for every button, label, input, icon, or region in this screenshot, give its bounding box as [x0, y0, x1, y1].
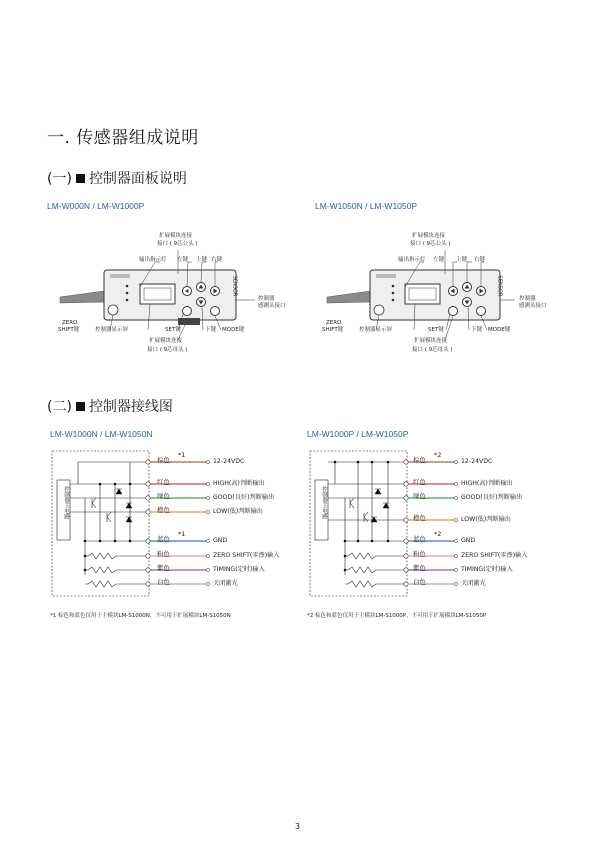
wire-func-good: GOOD(良好)判断输出	[461, 494, 523, 501]
wire-color-orange: 橙色	[413, 514, 426, 522]
wire-func-gnd: GND	[461, 537, 476, 544]
wire-color-white: 白色	[413, 578, 426, 586]
wire-note-blue: *2	[434, 530, 442, 538]
wire-func-gnd: GND	[213, 537, 228, 544]
wire-func-low: LOW(低)判断输出	[461, 516, 511, 523]
subsection-number: (二)	[47, 399, 72, 415]
wire-color-white: 白色	[157, 578, 170, 586]
wire-func-power: 12-24VDC	[213, 458, 245, 465]
wire-func-timing: TIMING(定时)输入	[461, 566, 513, 573]
label-sensor-1: 控制器	[258, 296, 275, 302]
label-sensor-2: 感测头接口	[258, 303, 286, 309]
wire-color-purple: 紫色	[413, 564, 426, 572]
wire-color-brown: 棕色	[413, 456, 426, 464]
label-sensor-side: SENSOR	[496, 275, 503, 297]
label-output-light: 输出指示灯	[398, 257, 426, 263]
label-expand-top-2: 接口 ( 9芯公头 )	[157, 241, 198, 247]
label-left-key: 左键	[433, 257, 445, 263]
wire-func-power: 12-24VDC	[461, 458, 493, 465]
label-expand-top-1: 扩展模块连接	[159, 233, 193, 239]
wire-color-brown: 棕色	[157, 456, 170, 464]
wire-color-red: 红色	[157, 478, 170, 486]
wire-note-brown: *1	[178, 451, 186, 459]
footnote-left: *1 棕色和蓝色仅用于主模块LM-S1000N，不可用于扩展模块LM-S1050N	[50, 613, 231, 619]
label-down-key: 下键	[205, 327, 217, 333]
panel-right-model: LM-W1050N / LM-W1050P	[315, 201, 418, 211]
label-expand-bot-2: 接口 ( 9芯母头 )	[147, 347, 188, 353]
label-mode-key: MODE键	[488, 327, 511, 333]
panel-left-model: LM-W000N / LM-W1000P	[47, 201, 145, 211]
subsection-number: (一)	[47, 171, 72, 187]
label-set-key: SET键	[165, 327, 181, 333]
wire-note-blue: *1	[178, 530, 186, 538]
wire-func-high: HIGH(高)判断输出	[461, 480, 513, 487]
label-zero-1: ZERO	[326, 320, 342, 326]
label-right-key: 右键	[474, 257, 486, 263]
subsection-title: 控制器面板说明	[88, 171, 187, 187]
wire-func-laser-off: 关闭激光	[213, 580, 238, 587]
wire-func-timing: TIMING(定时)输入	[213, 566, 265, 573]
page-number: 3	[294, 822, 301, 831]
label-left-key: 左键	[177, 257, 189, 263]
label-zero-1: ZERO	[62, 320, 78, 326]
label-mode-key: MODE键	[222, 327, 245, 333]
wire-color-pink: 粉色	[413, 550, 426, 558]
label-zero-2: SHIFT键	[322, 327, 344, 333]
label-sensor-1: 控制器	[519, 296, 536, 302]
label-expand-bot-2: 接口 ( 9芯母头 )	[412, 347, 453, 353]
wire-color-pink: 粉色	[157, 550, 170, 558]
label-expand-bot-1: 扩展模块连接	[149, 338, 183, 344]
label-down-key: 下键	[471, 327, 483, 333]
wire-color-purple: 紫色	[157, 564, 170, 572]
wire-color-green: 绿色	[157, 492, 170, 500]
label-sensor-2: 感测头接口	[519, 303, 547, 309]
wire-func-good: GOOD(良好)判断输出	[213, 494, 275, 501]
wire-func-laser-off: 关闭激光	[461, 580, 486, 587]
wire-note-brown: *2	[434, 451, 442, 459]
label-right-key: 右键	[211, 257, 223, 263]
label-display: 控制器显示屏	[359, 327, 393, 333]
wire-func-zero-shift: ZERO SHIFT(零漂)输入	[461, 552, 528, 559]
circuit-label: 控制器主电路	[63, 486, 69, 519]
label-sensor-side: SENSOR	[231, 275, 238, 297]
wire-color-orange: 橙色	[157, 506, 170, 514]
label-display: 控制器显示屏	[95, 327, 129, 333]
label-up-key: 上键	[196, 257, 208, 263]
wire-color-green: 绿色	[413, 492, 426, 500]
label-expand-top-1: 扩展模块连接	[412, 233, 446, 239]
footnote-right: *2 棕色和蓝色仅用于主模块LM-S1000P，不可用于扩展模块LM-S1050P	[307, 613, 487, 619]
wiring-left-model: LM-W1000N / LM-W1050N	[50, 429, 153, 439]
label-expand-bot-1: 扩展模块连接	[414, 338, 448, 344]
circuit-label: 控制器主电路	[321, 486, 327, 519]
wire-func-zero-shift: ZERO SHIFT(零漂)输入	[213, 552, 280, 559]
label-up-key: 上键	[456, 257, 468, 263]
wire-color-blue: 蓝色	[157, 535, 170, 543]
wire-func-low: LOW(低)判断输出	[213, 508, 263, 515]
section-title: 一. 传感器组成说明	[47, 128, 199, 148]
label-expand-top-2: 接口 ( 9芯公头 )	[410, 241, 451, 247]
subsection-title: 控制器接线图	[88, 399, 173, 415]
label-set-key: SET键	[428, 327, 444, 333]
wire-func-high: HIGH(高)判断输出	[213, 480, 265, 487]
wiring-right-model: LM-W1000P / LM-W1050P	[307, 429, 409, 439]
wire-color-blue: 蓝色	[413, 535, 426, 543]
label-zero-2: SHIFT键	[58, 327, 80, 333]
wire-color-red: 红色	[413, 478, 426, 486]
label-output-light: 输出指示灯	[139, 257, 167, 263]
